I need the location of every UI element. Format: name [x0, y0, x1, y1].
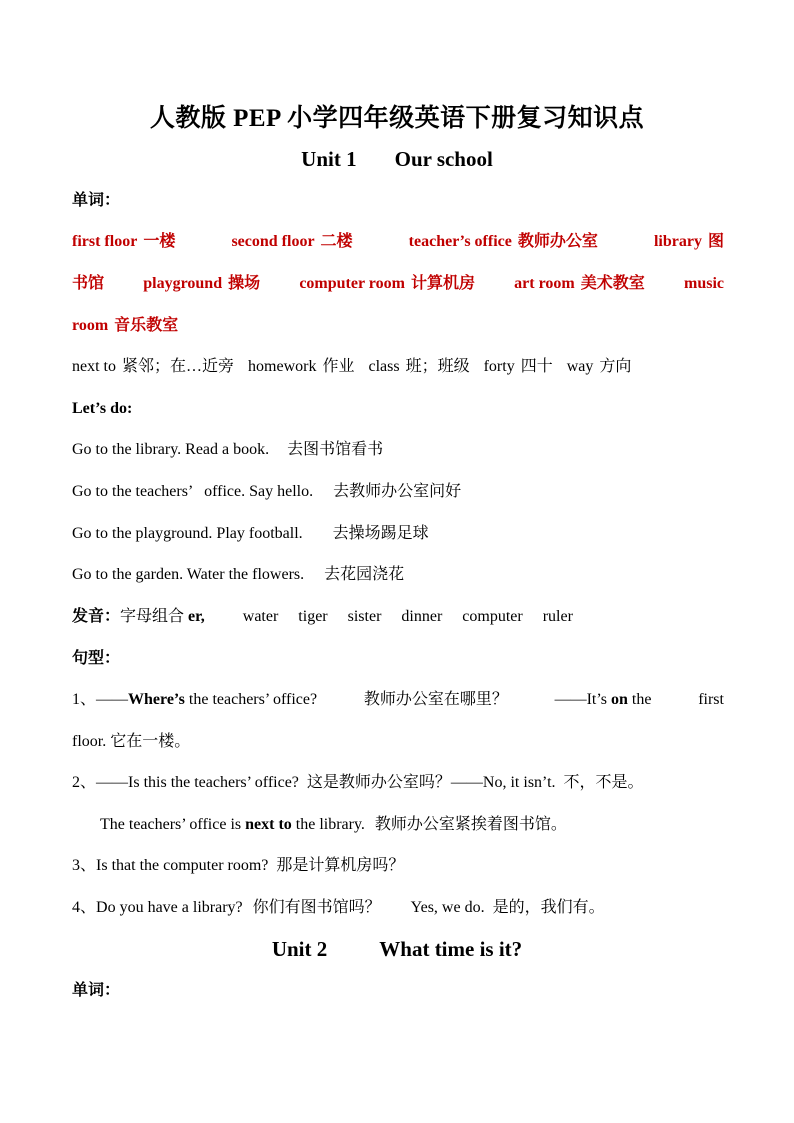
- vocab-item: class 班；班级: [368, 358, 470, 375]
- vocab-item: art room 美术教室: [514, 275, 645, 292]
- phonics-word: sister: [347, 608, 382, 625]
- sentence-2-line-1: 2、——Is this the teachers’ office? 这是教师办公室吗？——No, it isn’t. 不，不是。: [72, 774, 644, 791]
- vocab-item: teacher’s office 教师办公室: [408, 233, 598, 250]
- vocab-item: playground 操场: [143, 275, 261, 292]
- phonics-word: ruler: [542, 608, 573, 625]
- unit2-heading: [0, 937, 794, 962]
- vocab-red-line-3: [72, 315, 724, 337]
- vocab-item: forty 四十: [483, 358, 553, 375]
- unit1-title: Our school: [394, 147, 493, 171]
- vocab-item: computer room 计算机房: [299, 275, 475, 292]
- phonics-word: computer: [462, 608, 523, 625]
- document-title: 人教版 PEP 小学四年级英语下册复习知识点: [149, 105, 645, 132]
- unit1-heading: [0, 147, 794, 172]
- vocab-red-line-2: [72, 273, 724, 295]
- letsdo-line: Go to the teachers’ office. Say hello. 去教师办公室问好: [72, 483, 462, 500]
- vocab-item: music: [683, 275, 724, 292]
- unit2-words-label: 单词：: [72, 982, 121, 999]
- unit2-title: What time is it?: [379, 937, 523, 961]
- phonics-line: 发音：字母组合 er, water tiger sister dinner computer ruler: [72, 608, 573, 625]
- sentence-2-line-2: The teachers’ office is next to the library. 教师办公室紧挨着图书馆。: [100, 816, 567, 833]
- vocab-item: room 音乐教室: [72, 317, 179, 334]
- vocab-item: second floor 二楼: [231, 233, 353, 250]
- letsdo-line: Go to the playground. Play football. 去操场踢足球: [72, 525, 429, 542]
- letsdo-line: Go to the library. Read a book. 去图书馆看书: [72, 441, 384, 458]
- vocab-item: homework 作业: [248, 358, 355, 375]
- sentence-3: 3、Is that the computer room? 那是计算机房吗？: [72, 857, 405, 874]
- sentence-1-line-2: floor. 它在一楼。: [72, 733, 191, 750]
- sentence-4: 4、Do you have a library? 你们有图书馆吗？ Yes, we do. 是的，我们有。: [72, 899, 605, 916]
- letsdo-line: Go to the garden. Water the flowers. 去花园浇花: [72, 566, 405, 583]
- unit2-number: Unit 2: [271, 937, 328, 961]
- sentences-label: 句型：: [72, 650, 121, 667]
- phonics-label: 发音：: [72, 608, 121, 625]
- vocab-item: next to 紧邻；在…近旁: [72, 358, 235, 375]
- vocab-item: way 方向: [566, 358, 632, 375]
- letsdo-label: Let’s do:: [72, 400, 133, 417]
- vocab-plain-line: [72, 356, 724, 378]
- unit1-number: Unit 1: [301, 147, 357, 171]
- vocab-item: first floor 一楼: [72, 233, 176, 250]
- phonics-word: dinner: [401, 608, 443, 625]
- vocab-item: library 图: [653, 233, 724, 250]
- sentence-1-line-1: 1、——Where’s the teachers’ office? 教师办公室在哪里？ ——It’s on the first: [72, 691, 724, 708]
- vocab-red-line-1: [72, 231, 724, 253]
- vocab-item: 书馆: [72, 275, 105, 292]
- phonics-word: tiger: [298, 608, 328, 625]
- phonics-word: water: [242, 608, 279, 625]
- unit1-words-label: 单词：: [72, 192, 121, 209]
